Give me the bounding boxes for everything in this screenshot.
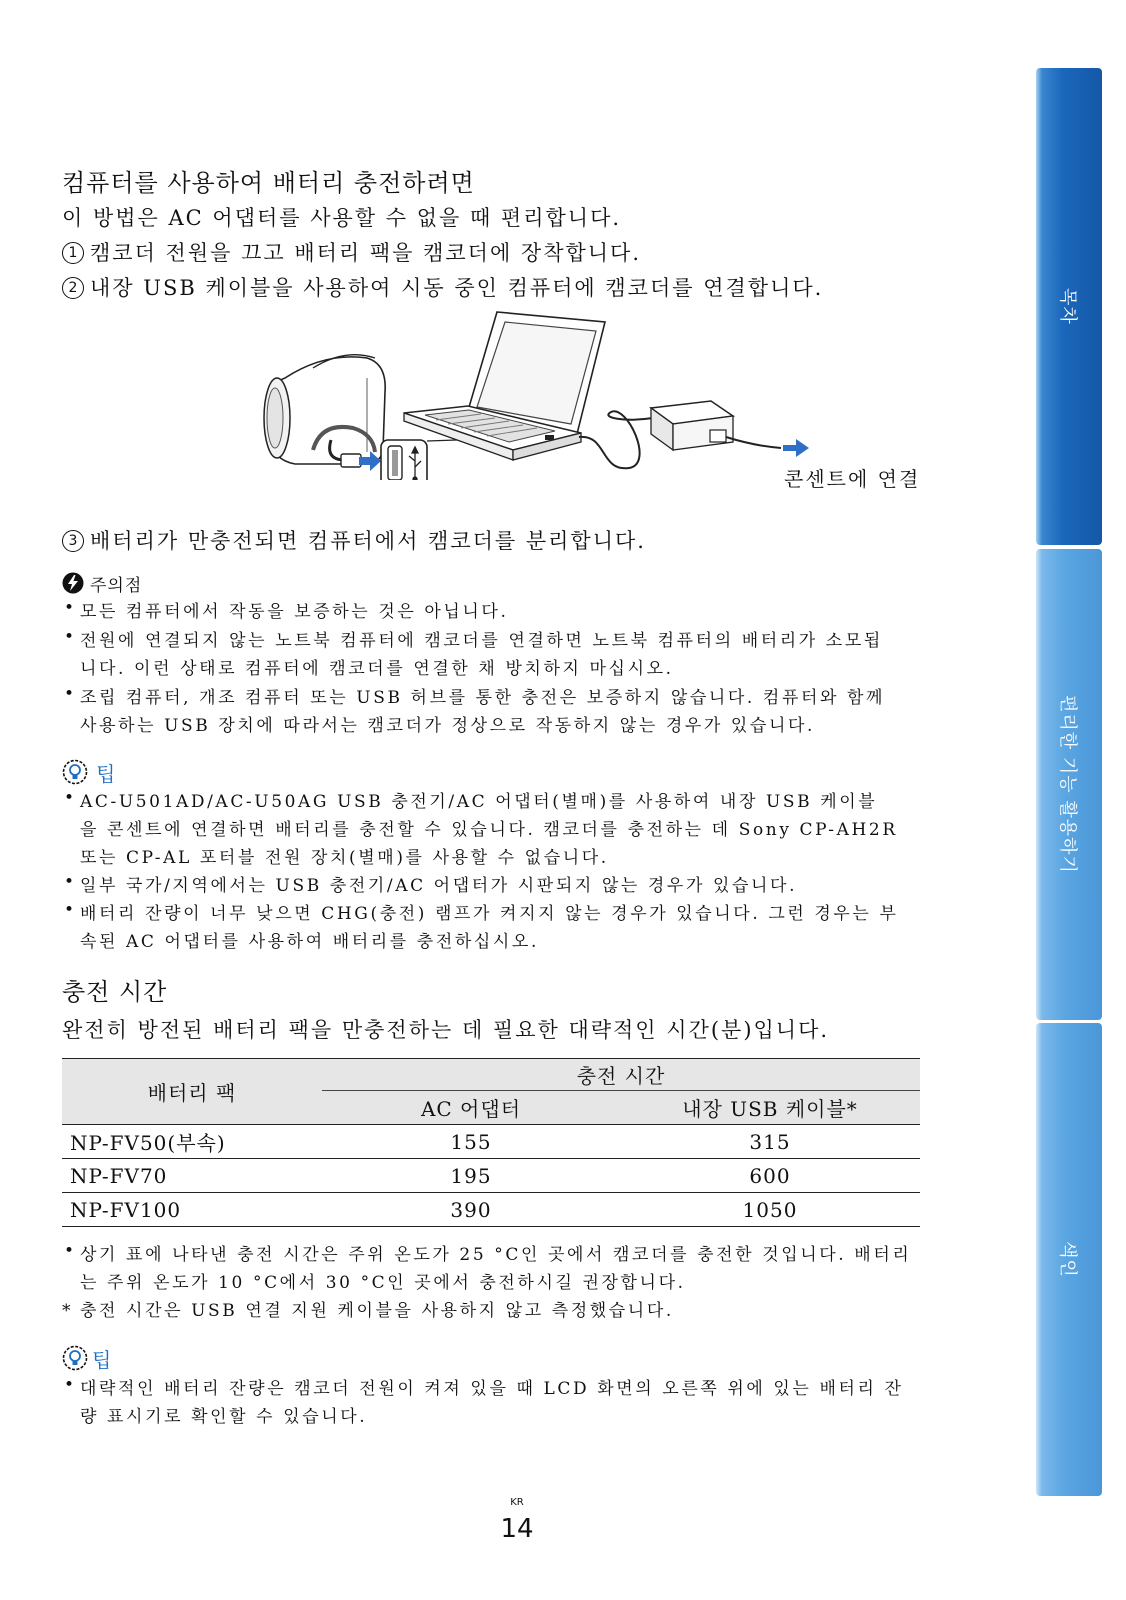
section-intro: 완전히 방전된 배터리 팩을 만충전하는 데 필요한 대략적인 시간(분)입니다.	[62, 1018, 830, 1042]
section-heading: 컴퓨터를 사용하여 배터리 충전하려면	[62, 169, 475, 197]
list-item-line: 속된 AC 어댑터를 사용하여 배터리를 충전하십시오.	[80, 932, 539, 952]
page-number: 14	[500, 1514, 534, 1544]
step-3	[62, 527, 646, 555]
side-tab-index[interactable]	[1036, 1023, 1102, 1496]
caution-header	[62, 571, 142, 595]
tip-title: 팁	[96, 761, 116, 786]
list-item	[62, 684, 885, 741]
side-tab-contents[interactable]	[1036, 68, 1102, 545]
side-tab-useful-functions[interactable]	[1036, 549, 1102, 1020]
laptop-icon	[404, 312, 605, 460]
table-cell-battery: NP-FV70	[62, 1159, 322, 1193]
list-item-line: 사용하는 USB 장치에 따라서는 캠코더가 정상으로 작동하지 않는 경우가 있습니다.	[80, 716, 816, 736]
section-heading: 충전 시간	[62, 978, 168, 1006]
lightbulb-icon	[62, 1345, 88, 1371]
footnote-marker: *	[62, 1301, 74, 1321]
tip-header	[62, 1345, 111, 1371]
step-2	[62, 274, 823, 302]
caution-list	[62, 598, 885, 741]
table-header-usb-cable: 내장 USB 케이블*	[620, 1091, 920, 1125]
language-code: KR	[510, 1497, 524, 1508]
footnote-text: 충전 시간은 USB 연결 지원 케이블을 사용하지 않고 측정했습니다.	[80, 1301, 674, 1321]
lightbulb-icon	[62, 759, 88, 785]
step-text: 캠코더 전원을 끄고 배터리 팩을 캠코더에 장착합니다.	[90, 241, 642, 265]
list-item-line: • 대략적인 배터리 잔량은 캠코더 전원이 켜져 있을 때 LCD 화면의 오른쪽 위에 있는 배터리 잔	[80, 1379, 904, 1399]
list-item	[62, 598, 885, 627]
side-tab-label: 목차	[1057, 288, 1078, 325]
table-cell-usb-cable: 1050	[620, 1193, 920, 1227]
dc-cable	[579, 411, 653, 468]
step-number: 2	[62, 277, 84, 299]
caution-icon	[62, 572, 84, 594]
list-item	[62, 1375, 904, 1431]
table-header-ac-adapter: AC 어댑터	[322, 1091, 620, 1125]
list-item-line: • 상기 표에 나타낸 충전 시간은 주위 온도가 25 °C인 곳에서 캠코더를 충전한 것입니다. 배터리	[80, 1245, 912, 1265]
list-item-line: • 배터리 잔량이 너무 낮으면 CHG(충전) 램프가 켜지지 않는 경우가 있습니다. 그런 경우는 부	[80, 904, 899, 924]
list-item	[62, 1241, 911, 1297]
side-tab-label: 색인	[1057, 1241, 1078, 1278]
step-number: 1	[62, 242, 84, 264]
step-text: 내장 USB 케이블을 사용하여 시동 중인 컴퓨터에 캠코더를 연결합니다.	[90, 276, 824, 300]
usb-port-tongue	[392, 450, 398, 476]
step-number: 3	[62, 530, 84, 552]
tip-list	[62, 1375, 904, 1431]
usb-plug	[341, 454, 361, 467]
table-cell-ac-adapter: 155	[322, 1125, 620, 1159]
list-item-line: • 전원에 연결되지 않는 노트북 컴퓨터에 캠코더를 연결하면 노트북 컴퓨터의 배터리가 소모됩	[80, 630, 883, 651]
list-item	[62, 788, 898, 872]
charge-time-table	[62, 1058, 920, 1227]
list-item-line: 또는 CP-AL 포터블 전원 장치(별매)를 사용할 수 없습니다.	[80, 848, 609, 868]
list-item-line: 는 주위 온도가 10 °C에서 30 °C인 곳에서 충전하시길 권장합니다.	[80, 1273, 686, 1293]
side-tab-label: 편리한 기능 활용하기	[1057, 695, 1078, 874]
camcorder-icon	[264, 355, 385, 464]
table-cell-ac-adapter: 390	[322, 1193, 620, 1227]
list-item-line: • 일부 국가/지역에서는 USB 충전기/AC 어댑터가 시판되지 않는 경우가 있습니다.	[80, 876, 798, 896]
list-item-line: 량 표시기로 확인할 수 있습니다.	[80, 1407, 368, 1427]
notes-list	[62, 1241, 911, 1297]
adapter-plug	[710, 430, 726, 442]
table-row	[62, 1125, 920, 1159]
footnote	[62, 1297, 674, 1325]
table-header-battery: 배터리 팩	[62, 1059, 322, 1125]
list-item	[62, 627, 885, 684]
tip-title: 팁	[92, 1347, 112, 1372]
ac-adapter-icon	[651, 401, 733, 450]
outlet-arrow-icon	[783, 439, 809, 457]
list-item-line: • AC-U501AD/AC-U50AG USB 충전기/AC 어댑터(별매)를 사용하여 내장 USB 케이블	[80, 792, 878, 812]
table-cell-usb-cable: 600	[620, 1159, 920, 1193]
list-item-line: 을 콘센트에 연결하면 배터리를 충전할 수 있습니다. 캠코더를 충전하는 데 Sony CP-AH2R	[80, 820, 898, 840]
list-item-line: • 모든 컴퓨터에서 작동을 보증하는 것은 아닙니다.	[80, 602, 509, 622]
section-intro: 이 방법은 AC 어댑터를 사용할 수 없을 때 편리합니다.	[62, 206, 622, 230]
table-cell-usb-cable: 315	[620, 1125, 920, 1159]
camcorder-lens-inner	[267, 388, 283, 448]
tip-header	[62, 759, 115, 785]
list-item-line: 니다. 이런 상태로 컴퓨터에 캠코더를 연결한 채 방치하지 마십시오.	[80, 659, 674, 679]
list-item-line: • 조립 컴퓨터, 개조 컴퓨터 또는 USB 허브를 통한 충전은 보증하지 않습니다. 컴퓨터와 함께	[80, 687, 886, 708]
step-text: 배터리가 만충전되면 컴퓨터에서 캠코더를 분리합니다.	[90, 529, 646, 553]
outlet-label: 콘센트에 연결	[784, 467, 921, 491]
list-item	[62, 872, 898, 900]
list-item	[62, 900, 898, 956]
caution-title: 주의점	[90, 575, 143, 596]
table-cell-battery: NP-FV100	[62, 1193, 322, 1227]
table-cell-battery: NP-FV50(부속)	[62, 1125, 322, 1159]
laptop-usb-port	[545, 435, 554, 440]
power-cord	[726, 437, 781, 448]
table-row	[62, 1159, 920, 1193]
table-cell-ac-adapter: 195	[322, 1159, 620, 1193]
table-header-charge-time: 충전 시간	[322, 1059, 920, 1091]
step-1	[62, 239, 641, 267]
connection-illustration	[255, 300, 835, 480]
tip-list	[62, 788, 898, 956]
table-row	[62, 1193, 920, 1227]
